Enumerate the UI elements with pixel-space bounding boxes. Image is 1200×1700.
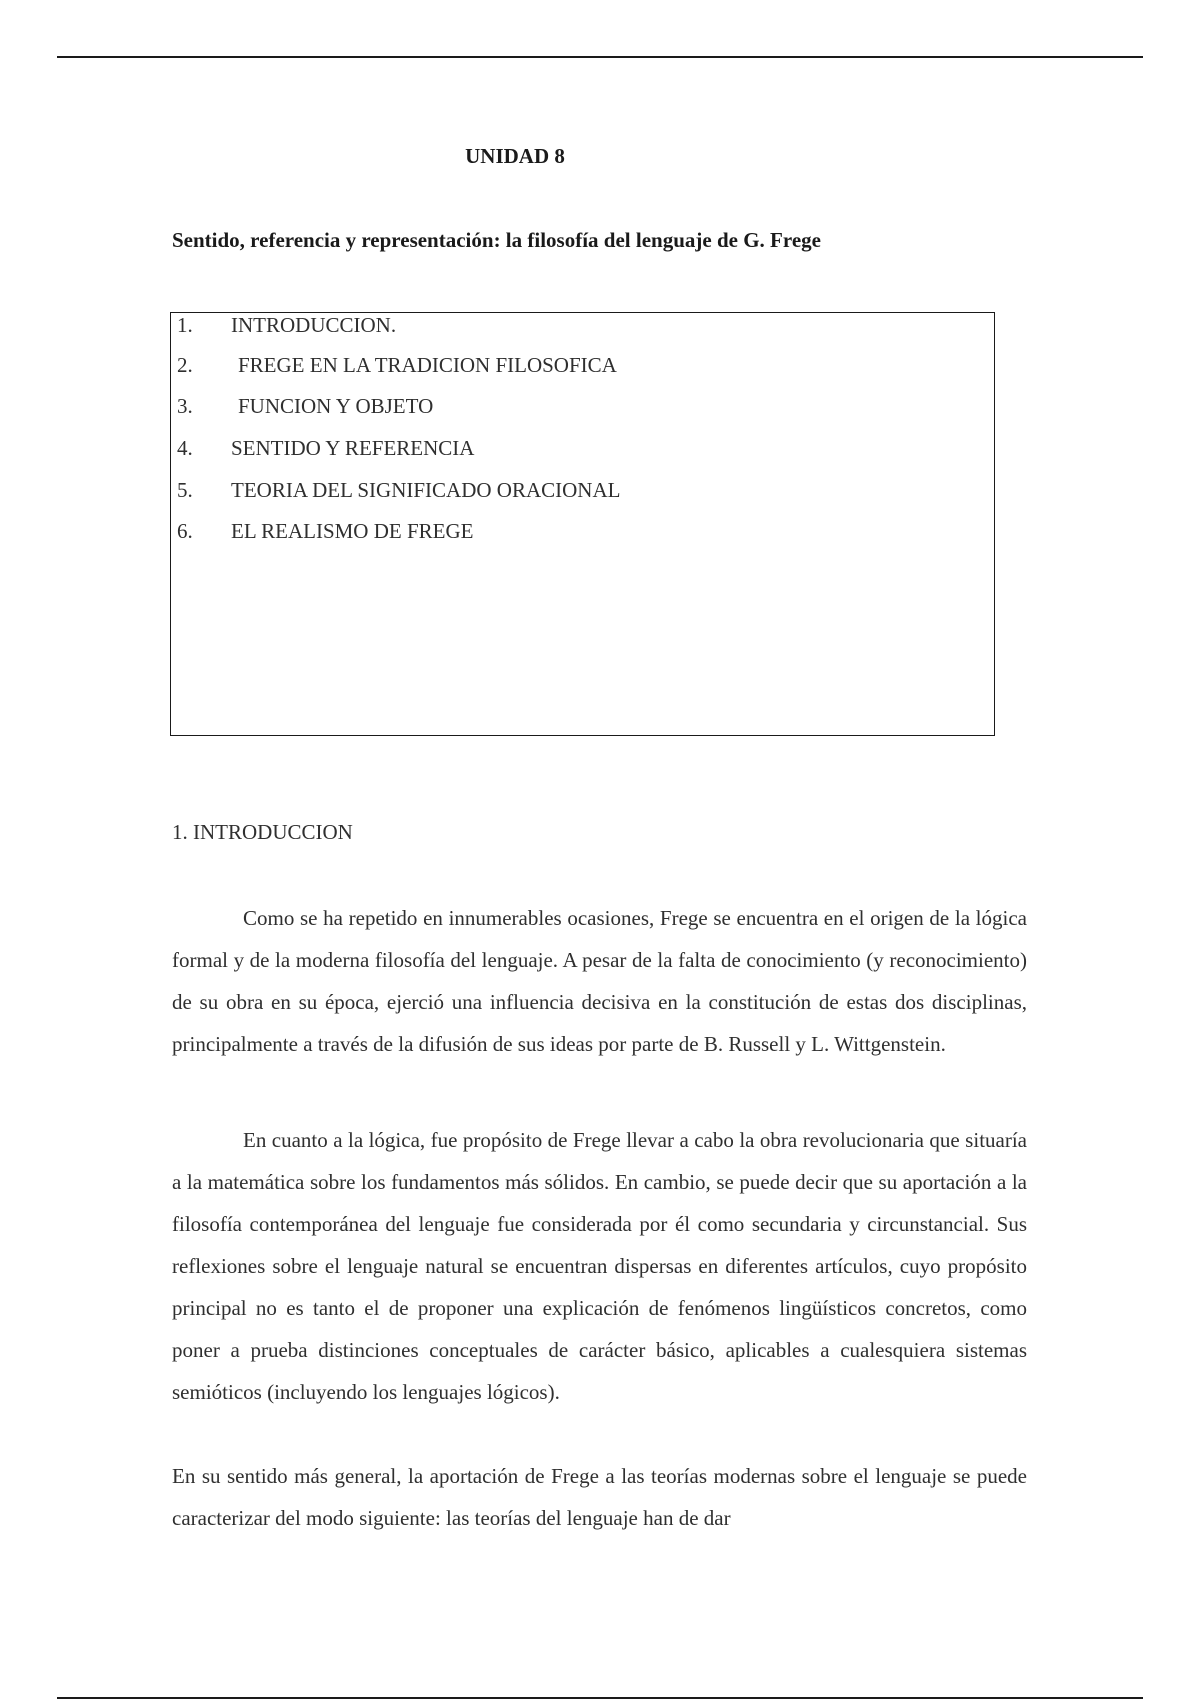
toc-item-label: SENTIDO Y REFERENCIA [231, 436, 475, 460]
toc-item-number: 6. [177, 519, 193, 543]
unit-title: UNIDAD 8 [465, 144, 565, 168]
body-paragraph: Como se ha repetido en innumerables ocasiones, Frege se encuentra en el origen de la lógica formal y de la moderna filosofía del lenguaje. A pesar de la falta de conocimiento (y reconocimiento) de su obra en su época, ejerció una influencia decisiva en la constitución de estas dos disciplinas, principalmente a través de la difusión de sus ideas por parte de B. Russell y L. Wittgenstein. [172, 906, 1027, 1056]
bottom-rule [57, 1697, 1143, 1699]
toc-item-number: 5. [177, 478, 193, 502]
document-subtitle: Sentido, referencia y representación: la filosofía del lenguaje de G. Frege [172, 228, 821, 252]
body-paragraph: En cuanto a la lógica, fue propósito de Frege llevar a cabo la obra revolucionaria que situaría a la matemática sobre los fundamentos más sólidos. En cambio, se puede decir que su aportación a la filosofía contemporánea del lenguaje fue considerada por él como secundaria y circunstancial. Sus reflexiones sobre el lenguaje natural se encuentran dispersas en diferentes artículos, cuyo propósito principal no es tanto el de proponer una explicación de fenómenos lingüísticos concretos, como poner a prueba distinciones conceptuales de carácter básico, aplicables a cualesquiera sistemas semióticos (incluyendo los lenguajes lógicos). [172, 1128, 1027, 1404]
toc-item-number: 1. [177, 313, 193, 337]
toc-item-number: 2. [177, 353, 193, 377]
section-heading: 1. INTRODUCCION [172, 820, 353, 844]
toc-item-label: FUNCION Y OBJETO [238, 394, 434, 418]
body-paragraph: En su sentido más general, la aportación de Frege a las teorías modernas sobre el lenguaje se puede caracterizar del modo siguiente: las teorías del lenguaje han de dar [172, 1464, 1027, 1530]
toc-item-number: 3. [177, 394, 193, 418]
toc-item-label: TEORIA DEL SIGNIFICADO ORACIONAL [231, 478, 621, 502]
toc-item-label: INTRODUCCION. [231, 313, 397, 337]
top-rule [57, 56, 1143, 58]
toc-item-label: FREGE EN LA TRADICION FILOSOFICA [238, 353, 617, 377]
toc-item-label: EL REALISMO DE FREGE [231, 519, 474, 543]
table-of-contents [170, 312, 995, 736]
toc-item-number: 4. [177, 436, 193, 460]
